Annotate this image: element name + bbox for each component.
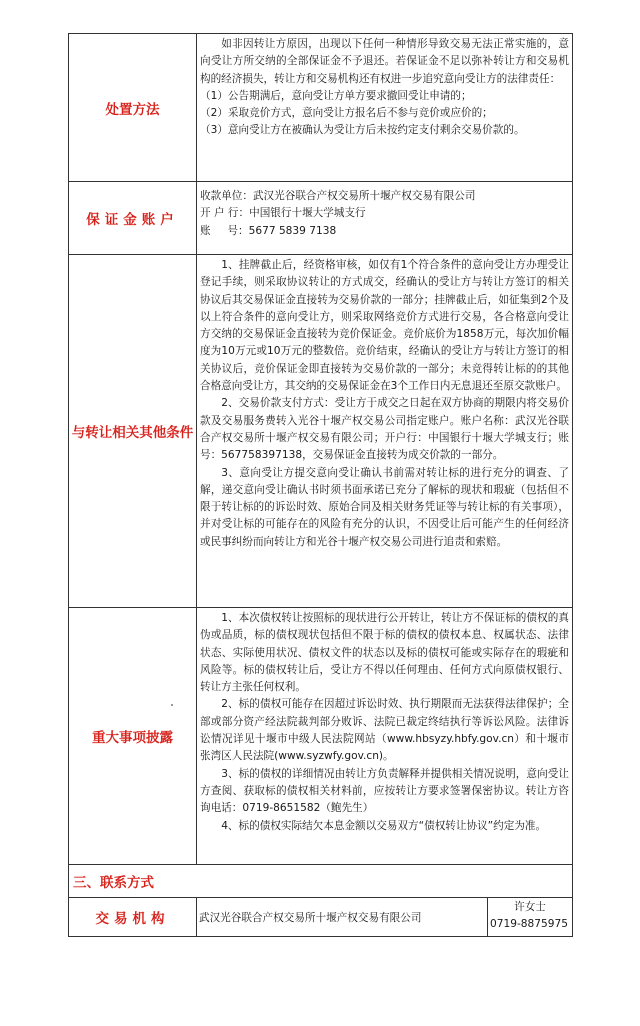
disclosure-row xyxy=(69,608,573,865)
handling-item: （3）意向受让方在被确认为受让方后未按约定支付剩余交易价款的。 xyxy=(200,124,525,137)
disclosure-paragraph: 3、标的债权的详细情况由转让方负责解释并提供相关情况说明，意向受让方查阅、获取标的债权相关材料前，应按转让方要求签署保密协议。转让方咨询电话：0719-8651582（鲍先生） xyxy=(200,767,569,815)
contact-row xyxy=(69,898,573,937)
handling-label: 处置方法 xyxy=(69,34,197,182)
contact-person: 许女士 xyxy=(514,901,546,913)
contact-company: 武汉光谷联合产权交易所十堰产权交易有限公司 xyxy=(197,898,488,937)
other-conditions-row xyxy=(69,255,573,608)
disclosure-label: 重大事项披露 xyxy=(69,608,197,865)
deposit-account-content xyxy=(197,182,573,255)
payee-line: 收款单位：武汉光谷联合产权交易所十堰产权交易有限公司 xyxy=(200,190,476,202)
disclosure-paragraph: 1、本次债权转让按照标的现状进行公开转让，转让方不保证标的债权的真伪或品质，标的债权现状包括但不限于标的债权的债权本息、权属状态、法律状态、实际使用状况、债权文件的状态以及标的债权可能或实际存在的瑕疵和风险等。标的债权转让后，受让方不得以任何理由、任何方式向原债权银行、转让方主张任何权利。 xyxy=(200,612,569,694)
disclosure-paragraph: 4、标的债权实际结欠本息金额以交易双方“债权转让协议”约定为准。 xyxy=(221,819,547,832)
announcement-table xyxy=(68,33,573,937)
handling-row xyxy=(69,34,573,182)
contact-section-title: 三、联系方式 xyxy=(73,875,154,891)
bank-line: 开 户 行：中国银行十堰大学城支行 xyxy=(200,207,366,220)
document-page xyxy=(68,33,572,937)
handling-item: （1）公告期满后，意向受让方单方要求撤回受让申请的； xyxy=(200,89,472,102)
other-conditions-content xyxy=(197,255,573,608)
handling-content xyxy=(197,34,573,182)
contact-label: 交易机构 xyxy=(69,898,197,937)
disclosure-paragraph: 2、标的债权可能存在因超过诉讼时效、执行期限而无法获得法律保护；全部或部分资产经法院裁判部分败诉、法院已裁定终结执行等诉讼风险。法律诉讼情况详见十堰市中级人民法院网站（www.hbsyzy.hbfy.gov.cn）和十堰市张湾区人民法院(www.syzwfy.gov.cn)。 xyxy=(200,698,569,763)
contact-phone: 0719-8875975 xyxy=(490,918,568,930)
scan-speck xyxy=(171,704,173,706)
other-conditions-label: 与转让相关其他条件 xyxy=(69,255,197,608)
condition-paragraph: 2、交易价款支付方式：受让方于成交之日起在双方协商的期限内将交易价款及交易服务费转入光谷十堰产权交易公司指定账户。账户名称：武汉光谷联合产权交易所十堰产权交易有限公司；开户行：中国银行十堰大学城支行；账号：567758397138，交易保证金直接转为成交价款的一部分。 xyxy=(200,397,569,462)
condition-paragraph: 1、挂牌截止后，经资格审核，如仅有1个符合条件的意向受让方办理受让登记手续，则采取协议转让的方式成交，经确认的受让方与转让方签订的相关协议后其交易保证金直接转为交易价款的一部分；挂牌截止后，如征集到2个及以上符合条件的意向受让方，则采取网络竞价方式进行交易，各合格意向受让方交纳的交易保证金直接转为竞价保证金。竞价底价为1858万元，每次加价幅度为10万元或10万元的整数倍。竞价结束，经确认的受让方与转让方签订的相关协议后，竞价保证金即直接转为交易价款的一部分；未竞得转让标的的其他合格意向受让方，其交纳的交易保证金在3个工作日内无息退还至原交款账户。 xyxy=(200,259,569,393)
condition-paragraph: 3、意向受让方提交意向受让确认书前需对转让标的进行充分的调查、了解，递交意向受让确认书时须书面承诺已充分了解标的现状和瑕疵（包括但不限于转让标的的诉讼时效、原始合同及相关财务凭证等与转让标的有关事项），并对受让标的可能存在的风险有充分的认识，不因受让后可能产生的任何经济或民事纠纷而向转让方和光谷十堰产权交易公司进行追责和索赔。 xyxy=(200,466,569,548)
contact-section-cell xyxy=(69,865,573,898)
contact-section-row xyxy=(69,865,573,898)
deposit-account-label: 保证金账户 xyxy=(69,182,197,255)
handling-item: （2）采取竞价方式，意向受让方报名后不参与竞价或应价的； xyxy=(200,107,493,120)
account-number-line: 账 号：5677 5839 7138 xyxy=(200,224,337,237)
handling-paragraph: 如非因转让方原因，出现以下任何一种情形导致交易无法正常实施的，意向受让方所交纳的全部保证金不予退还。若保证金不足以弥补转让方和交易机构的经济损失，转让方和交易机构还有权进一步追究意向受让方的法律责任： xyxy=(200,38,569,85)
deposit-account-row xyxy=(69,182,573,255)
contact-info xyxy=(488,898,573,937)
disclosure-content xyxy=(197,608,573,865)
